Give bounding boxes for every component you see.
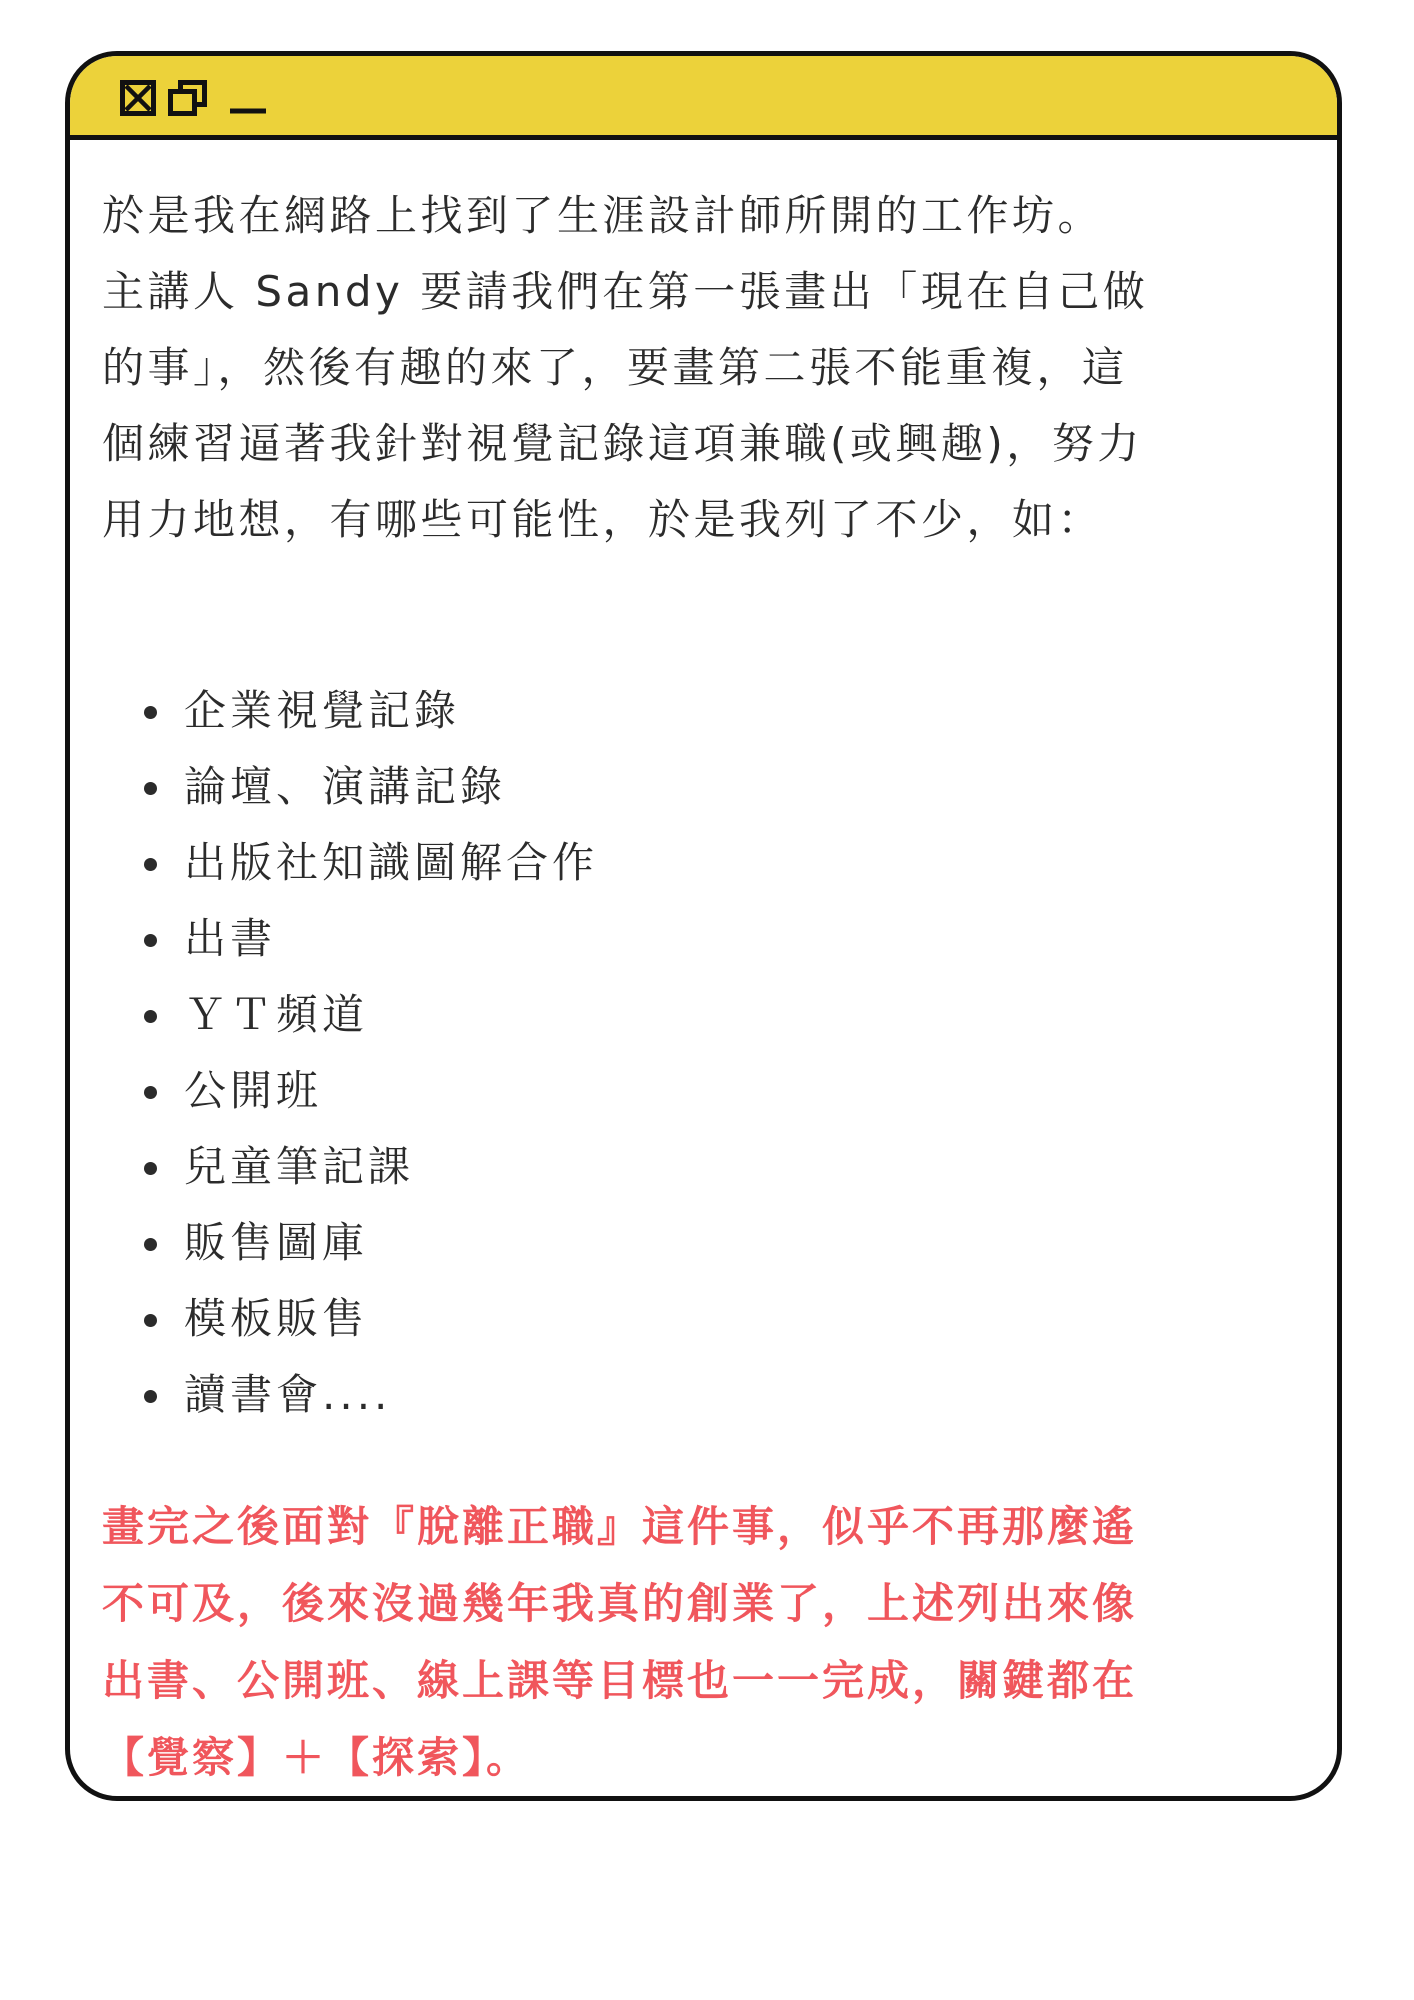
list-item	[102, 901, 598, 977]
list-item	[102, 1281, 598, 1357]
list-item	[102, 749, 598, 825]
close-box-icon[interactable]	[120, 80, 156, 116]
closing-line: 不可及，後來沒過幾年我真的創業了，上述列出來像	[102, 1579, 1138, 1628]
bullet-icon	[144, 1238, 157, 1251]
intro-line: 於是我在網路上找到了生涯設計師所開的工作坊。	[102, 191, 1104, 240]
bullet-icon	[144, 858, 157, 871]
list-item	[102, 1357, 598, 1433]
restore-window-icon[interactable]	[168, 80, 204, 116]
list-item-label: 論壇、演講記錄	[184, 762, 507, 811]
list-item-label: 企業視覺記錄	[184, 686, 461, 735]
list-item-label: 公開班	[184, 1066, 323, 1115]
bullet-icon	[144, 1314, 157, 1327]
intro-paragraph	[102, 178, 1317, 558]
list-item	[102, 1205, 598, 1281]
bullet-icon	[144, 782, 157, 795]
list-item-label: 販售圖庫	[184, 1218, 369, 1267]
content-area	[102, 178, 1317, 1782]
bullet-icon	[144, 1010, 157, 1023]
closing-line: 畫完之後面對『脫離正職』這件事，似乎不再那麼遙	[102, 1502, 1138, 1551]
list-item	[102, 977, 598, 1053]
title-bar	[70, 56, 1337, 140]
closing-line: 【覺察】＋【探索】。	[102, 1733, 532, 1782]
bullet-icon	[144, 934, 157, 947]
intro-line: 個練習逼著我針對視覺記錄這項兼職(或興趣)，努力	[102, 419, 1143, 468]
list-item-label: 出書	[184, 914, 277, 963]
list-item	[102, 1053, 598, 1129]
possibility-list	[102, 673, 598, 1433]
list-item-label: 讀書會....	[184, 1370, 392, 1419]
bullet-icon	[144, 706, 157, 719]
bullet-icon	[144, 1162, 157, 1175]
list-item-label: 兒童筆記課	[184, 1142, 415, 1191]
closing-paragraph	[102, 1488, 1137, 1796]
intro-line: 用力地想，有哪些可能性，於是我列了不少，如：	[102, 495, 1104, 544]
minimize-icon[interactable]	[228, 80, 264, 116]
list-item	[102, 825, 598, 901]
list-item-label: ＹＴ頻道	[184, 990, 369, 1039]
window-frame	[65, 51, 1342, 1801]
intro-line: 的事」，然後有趣的來了，要畫第二張不能重複，這	[102, 343, 1128, 392]
list-item-label: 模板販售	[184, 1294, 369, 1343]
intro-line: 主講人 Sandy 要請我們在第一張畫出「現在自己做	[102, 267, 1149, 316]
bullet-icon	[144, 1390, 157, 1403]
bullet-icon	[144, 1086, 157, 1099]
closing-line: 出書、公開班、線上課等目標也一一完成，關鍵都在	[102, 1656, 1138, 1705]
list-item	[102, 673, 598, 749]
list-item-label: 出版社知識圖解合作	[184, 838, 599, 887]
list-item	[102, 1129, 598, 1205]
